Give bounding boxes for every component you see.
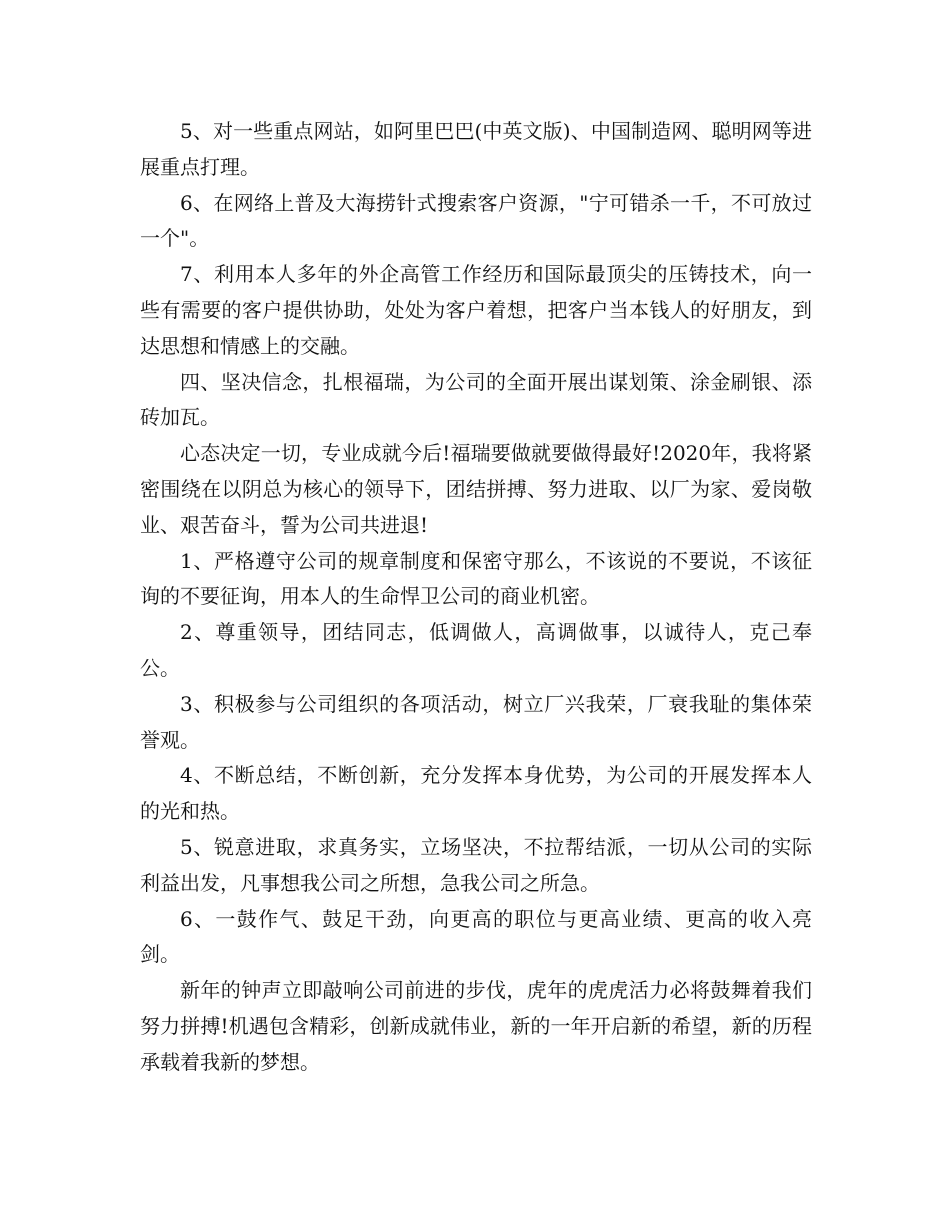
paragraph-10: 5、锐意进取，求真务实，立场坚决，不拉帮结派，一切从公司的实际利益出发，凡事想我公司之所想，急我公司之所急。 xyxy=(140,834,812,895)
paragraph-7: 2、尊重领导，团结同志，低调做人，高调做事，以诚待人，克己奉公。 xyxy=(140,620,812,680)
paragraph-11: 6、一鼓作气、鼓足干劲，向更高的职位与更高业绩、更高的收入亮剑。 xyxy=(140,906,812,967)
paragraph-1: 5、对一些重点网站，如阿里巴巴(中英文版)、中国制造网、聪明网等进展重点打理。 xyxy=(140,119,812,179)
paragraph-6: 1、严格遵守公司的规章制度和保密守那么，不该说的不要说，不该征询的不要征询，用本人的生命悍卫公司的商业机密。 xyxy=(140,548,812,609)
paragraph-9: 4、不断总结，不断创新，充分发挥本身优势，为公司的开展发挥本人的光和热。 xyxy=(140,763,812,824)
paragraph-4: 四、坚决信念，扎根福瑞，为公司的全面开展出谋划策、涂金刷银、添砖加瓦。 xyxy=(140,369,812,430)
paragraph-3: 7、利用本人多年的外企高管工作经历和国际最顶尖的压铸技术，向一些有需要的客户提供协助，处处为客户着想，把客户当本钱人的好朋友，到达思想和情感上的交融。 xyxy=(140,262,812,358)
paragraph-12: 新年的钟声立即敲响公司前进的步伐，虎年的虎虎活力必将鼓舞着我们努力拼搏!机遇包含精彩，创新成就伟业，新的一年开启新的希望，新的历程承载着我新的梦想。 xyxy=(140,978,812,1074)
paragraph-5: 心态决定一切，专业成就今后!福瑞要做就要做得最好!2020年，我将紧密围绕在以阴总为核心的领导下，团结拼搏、努力进取、以厂为家、爱岗敬业、艰苦奋斗，誓为公司共进退! xyxy=(140,441,812,537)
paragraph-8: 3、积极参与公司组织的各项活动，树立厂兴我荣，厂衰我耻的集体荣誉观。 xyxy=(140,691,812,752)
paragraph-2: 6、在网络上普及大海捞针式搜索客户资源，"宁可错杀一千，不可放过一个"。 xyxy=(140,190,812,251)
document-page xyxy=(140,114,812,1081)
